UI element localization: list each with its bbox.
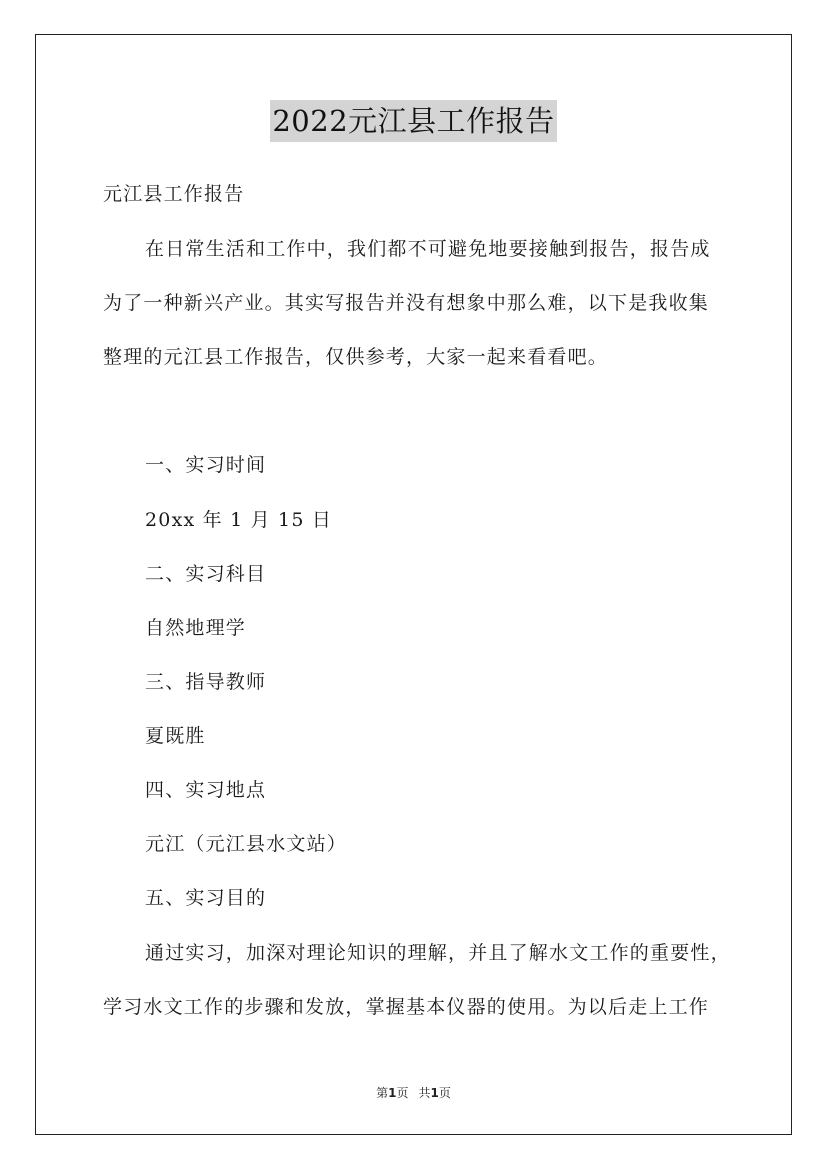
page-prefix: 第 [376, 1086, 389, 1100]
page-unit: 页 [396, 1086, 409, 1100]
purpose-line-1: 通过实习，加深对理论知识的理解，并且了解水文工作的重要性， [145, 942, 731, 964]
section-value-subject: 自然地理学 [145, 617, 247, 639]
section-heading-purpose: 五、实习目的 [145, 887, 267, 909]
page-footer [0, 1085, 827, 1101]
intro-line-3: 整理的元江县工作报告，仅供参考，大家一起来看看吧。 [103, 346, 609, 368]
title-container [0, 100, 827, 142]
document-title: 2022元江县工作报告 [270, 100, 556, 142]
purpose-line-2: 学习水文工作的步骤和发放，掌握基本仪器的使用。为以后走上工作 [103, 996, 710, 1018]
section-heading-subject: 二、实习科目 [145, 563, 267, 585]
page-current: 1 [388, 1086, 397, 1100]
intro-line-1: 在日常生活和工作中，我们都不可避免地要接触到报告，报告成 [145, 238, 711, 260]
section-value-location: 元江（元江县水文站） [145, 833, 348, 855]
intro-line-2: 为了一种新兴产业。其实写报告并没有想象中那么难，以下是我收集 [103, 292, 710, 314]
section-value-time: 20xx 年 1 月 15 日 [145, 509, 333, 531]
section-value-teacher: 夏既胜 [145, 725, 206, 747]
page-total: 1 [430, 1086, 439, 1100]
total-prefix: 共 [418, 1086, 431, 1100]
document-subtitle: 元江县工作报告 [103, 183, 245, 205]
section-heading-time: 一、实习时间 [145, 454, 267, 476]
total-unit: 页 [438, 1086, 451, 1100]
section-heading-location: 四、实习地点 [145, 779, 267, 801]
section-heading-teacher: 三、指导教师 [145, 671, 267, 693]
